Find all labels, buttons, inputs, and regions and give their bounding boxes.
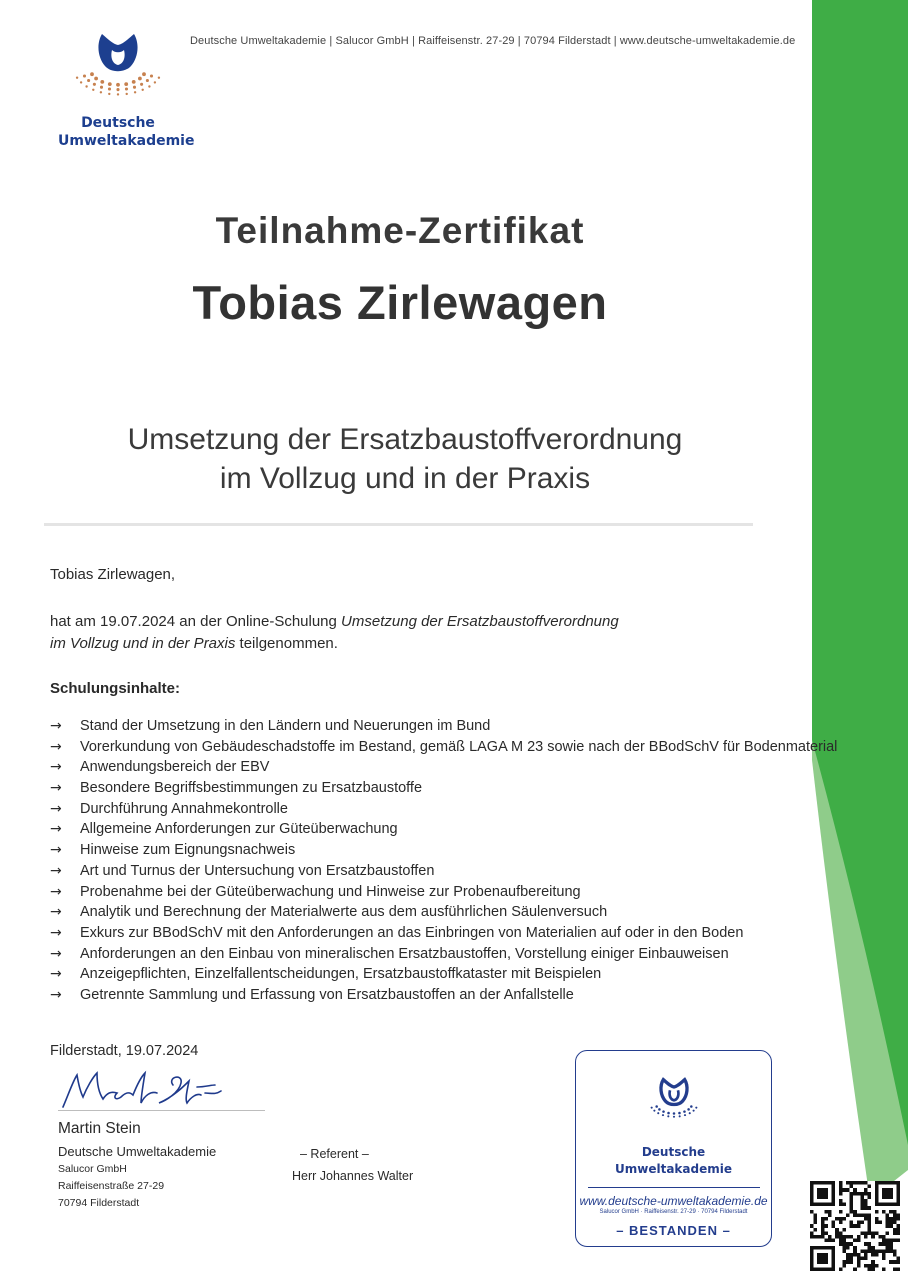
topic-text: Durchführung Annahmekontrolle [80, 800, 288, 817]
signature-line [58, 1110, 265, 1111]
handwritten-signature [55, 1063, 255, 1113]
arrow-icon: → [50, 904, 62, 921]
place-date: Filderstadt, 19.07.2024 [50, 1043, 199, 1059]
topic-item [50, 902, 837, 923]
arrow-icon: → [50, 800, 62, 817]
header-contact-line: Deutsche Umweltakademie | Salucor GmbH | Raiffeisenstr. 27-29 | 70794 Filderstadt | www.deutsche-umweltakademie.de [190, 35, 796, 47]
topic-item [50, 985, 837, 1006]
topic-item [50, 882, 837, 903]
topic-item [50, 799, 837, 820]
divider [44, 523, 753, 526]
topic-item [50, 861, 837, 882]
qr-code-icon [810, 1181, 900, 1271]
course-title-line-1: Umsetzung der Ersatzbaustoffverordnung [127, 423, 683, 456]
signer-company: Salucor GmbH [58, 1163, 127, 1175]
arrow-icon: → [50, 738, 62, 755]
intro-text-after: teilgenommen. [235, 635, 338, 652]
arrow-icon: → [50, 759, 62, 776]
course-title [0, 420, 810, 498]
topic-text: Besondere Begriffsbestimmungen zu Ersatzbaustoffe [80, 780, 423, 797]
stamp-address: Salucor GmbH · Raiffeisenstr. 27-29 · 70794 Filderstadt [599, 1209, 748, 1215]
arrow-icon: → [50, 821, 62, 838]
stamp-logo-icon [634, 1065, 714, 1145]
arrow-icon: → [50, 718, 62, 734]
topic-text: Art und Turnus der Untersuchung von Ersatzbaustoffen [80, 862, 435, 879]
logo-flower-icon [58, 28, 178, 116]
topic-text: Vorerkundung von Gebäudeschadstoffe im Bestand, gemäß LAGA M 23 sowie nach der BBodSchV für Bodenmaterial [80, 738, 838, 755]
arrow-icon: → [50, 945, 62, 962]
signer-address [58, 1161, 164, 1212]
topic-item [50, 757, 837, 778]
course-title-line-2: im Vollzug und in der Praxis [219, 462, 591, 495]
signer-name: Martin Stein [58, 1120, 141, 1137]
referent-name: Herr Johannes Walter [292, 1169, 414, 1183]
participation-statement [50, 611, 670, 655]
arrow-icon: → [50, 862, 62, 879]
stamp-rule [588, 1187, 760, 1188]
topic-text: Anforderungen an den Einbau von mineralischen Ersatzbaustoffen, Vorstellung einiger Einbauweisen [80, 945, 729, 962]
topic-text: Stand der Umsetzung in den Ländern und Neuerungen im Bund [80, 718, 491, 734]
stamp-line-1: Deutsche [641, 1145, 706, 1159]
passed-stamp [575, 1050, 772, 1247]
referent-label: – Referent – [300, 1147, 369, 1161]
arrow-icon: → [50, 924, 62, 941]
deutsche-umweltakademie-logo [58, 28, 195, 153]
topics-heading: Schulungsinhalte: [50, 680, 181, 697]
salutation: Tobias Zirlewagen, [50, 566, 176, 583]
arrow-icon: → [50, 883, 62, 900]
topic-item [50, 944, 837, 965]
stamp-result: – BESTANDEN – [616, 1223, 731, 1238]
topic-item [50, 716, 837, 737]
signer-city: 70794 Filderstadt [58, 1197, 140, 1209]
topic-item [50, 737, 837, 758]
topic-text: Analytik und Berechnung der Materialwerte aus dem ausführlichen Säulenversuch [80, 904, 608, 921]
topic-text: Allgemeine Anforderungen zur Güteüberwachung [80, 821, 398, 838]
logo-line-2: Umweltakademie [58, 133, 195, 149]
arrow-icon: → [50, 842, 62, 859]
signer-organization: Deutsche Umweltakademie [58, 1144, 217, 1159]
topic-text: Probenahme bei der Güteüberwachung und Hinweise zur Probenaufbereitung [80, 883, 581, 900]
arrow-icon: → [50, 780, 62, 797]
stamp-line-2: Umweltakademie [615, 1162, 732, 1176]
topic-text: Anzeigepflichten, Einzelfallentscheidungen, Ersatzbaustoffkataster mit Beispielen [80, 966, 602, 983]
topic-text: Exkurs zur BBodSchV mit den Anforderungen an das Einbringen von Materialien auf oder in den Boden [80, 924, 744, 941]
topic-item [50, 778, 837, 799]
topics-list [50, 716, 837, 1006]
topic-text: Getrennte Sammlung und Erfassung von Ersatzbaustoffen an der Anfallstelle [80, 986, 574, 1003]
arrow-icon: → [50, 966, 62, 983]
stamp-url: www.deutsche-umweltakademie.de [579, 1194, 768, 1208]
topic-item [50, 964, 837, 985]
signer-street: Raiffeisenstraße 27-29 [58, 1180, 165, 1192]
arrow-icon: → [50, 986, 62, 1003]
participant-name: Tobias Zirlewagen [192, 276, 608, 329]
topic-text: Anwendungsbereich der EBV [80, 759, 270, 776]
intro-course-line-1: Umsetzung der Ersatzbaustoffverordnung [341, 613, 619, 630]
topic-text: Hinweise zum Eignungsnachweis [80, 842, 296, 859]
topic-item [50, 840, 837, 861]
logo-line-1: Deutsche [81, 115, 155, 131]
topic-item [50, 819, 837, 840]
intro-text-before: hat am 19.07.2024 an der Online-Schulung [50, 613, 342, 630]
certificate-title: Teilnahme-Zertifikat [215, 210, 585, 251]
intro-course-line-2: im Vollzug und in der Praxis [50, 635, 236, 652]
topic-item [50, 923, 837, 944]
